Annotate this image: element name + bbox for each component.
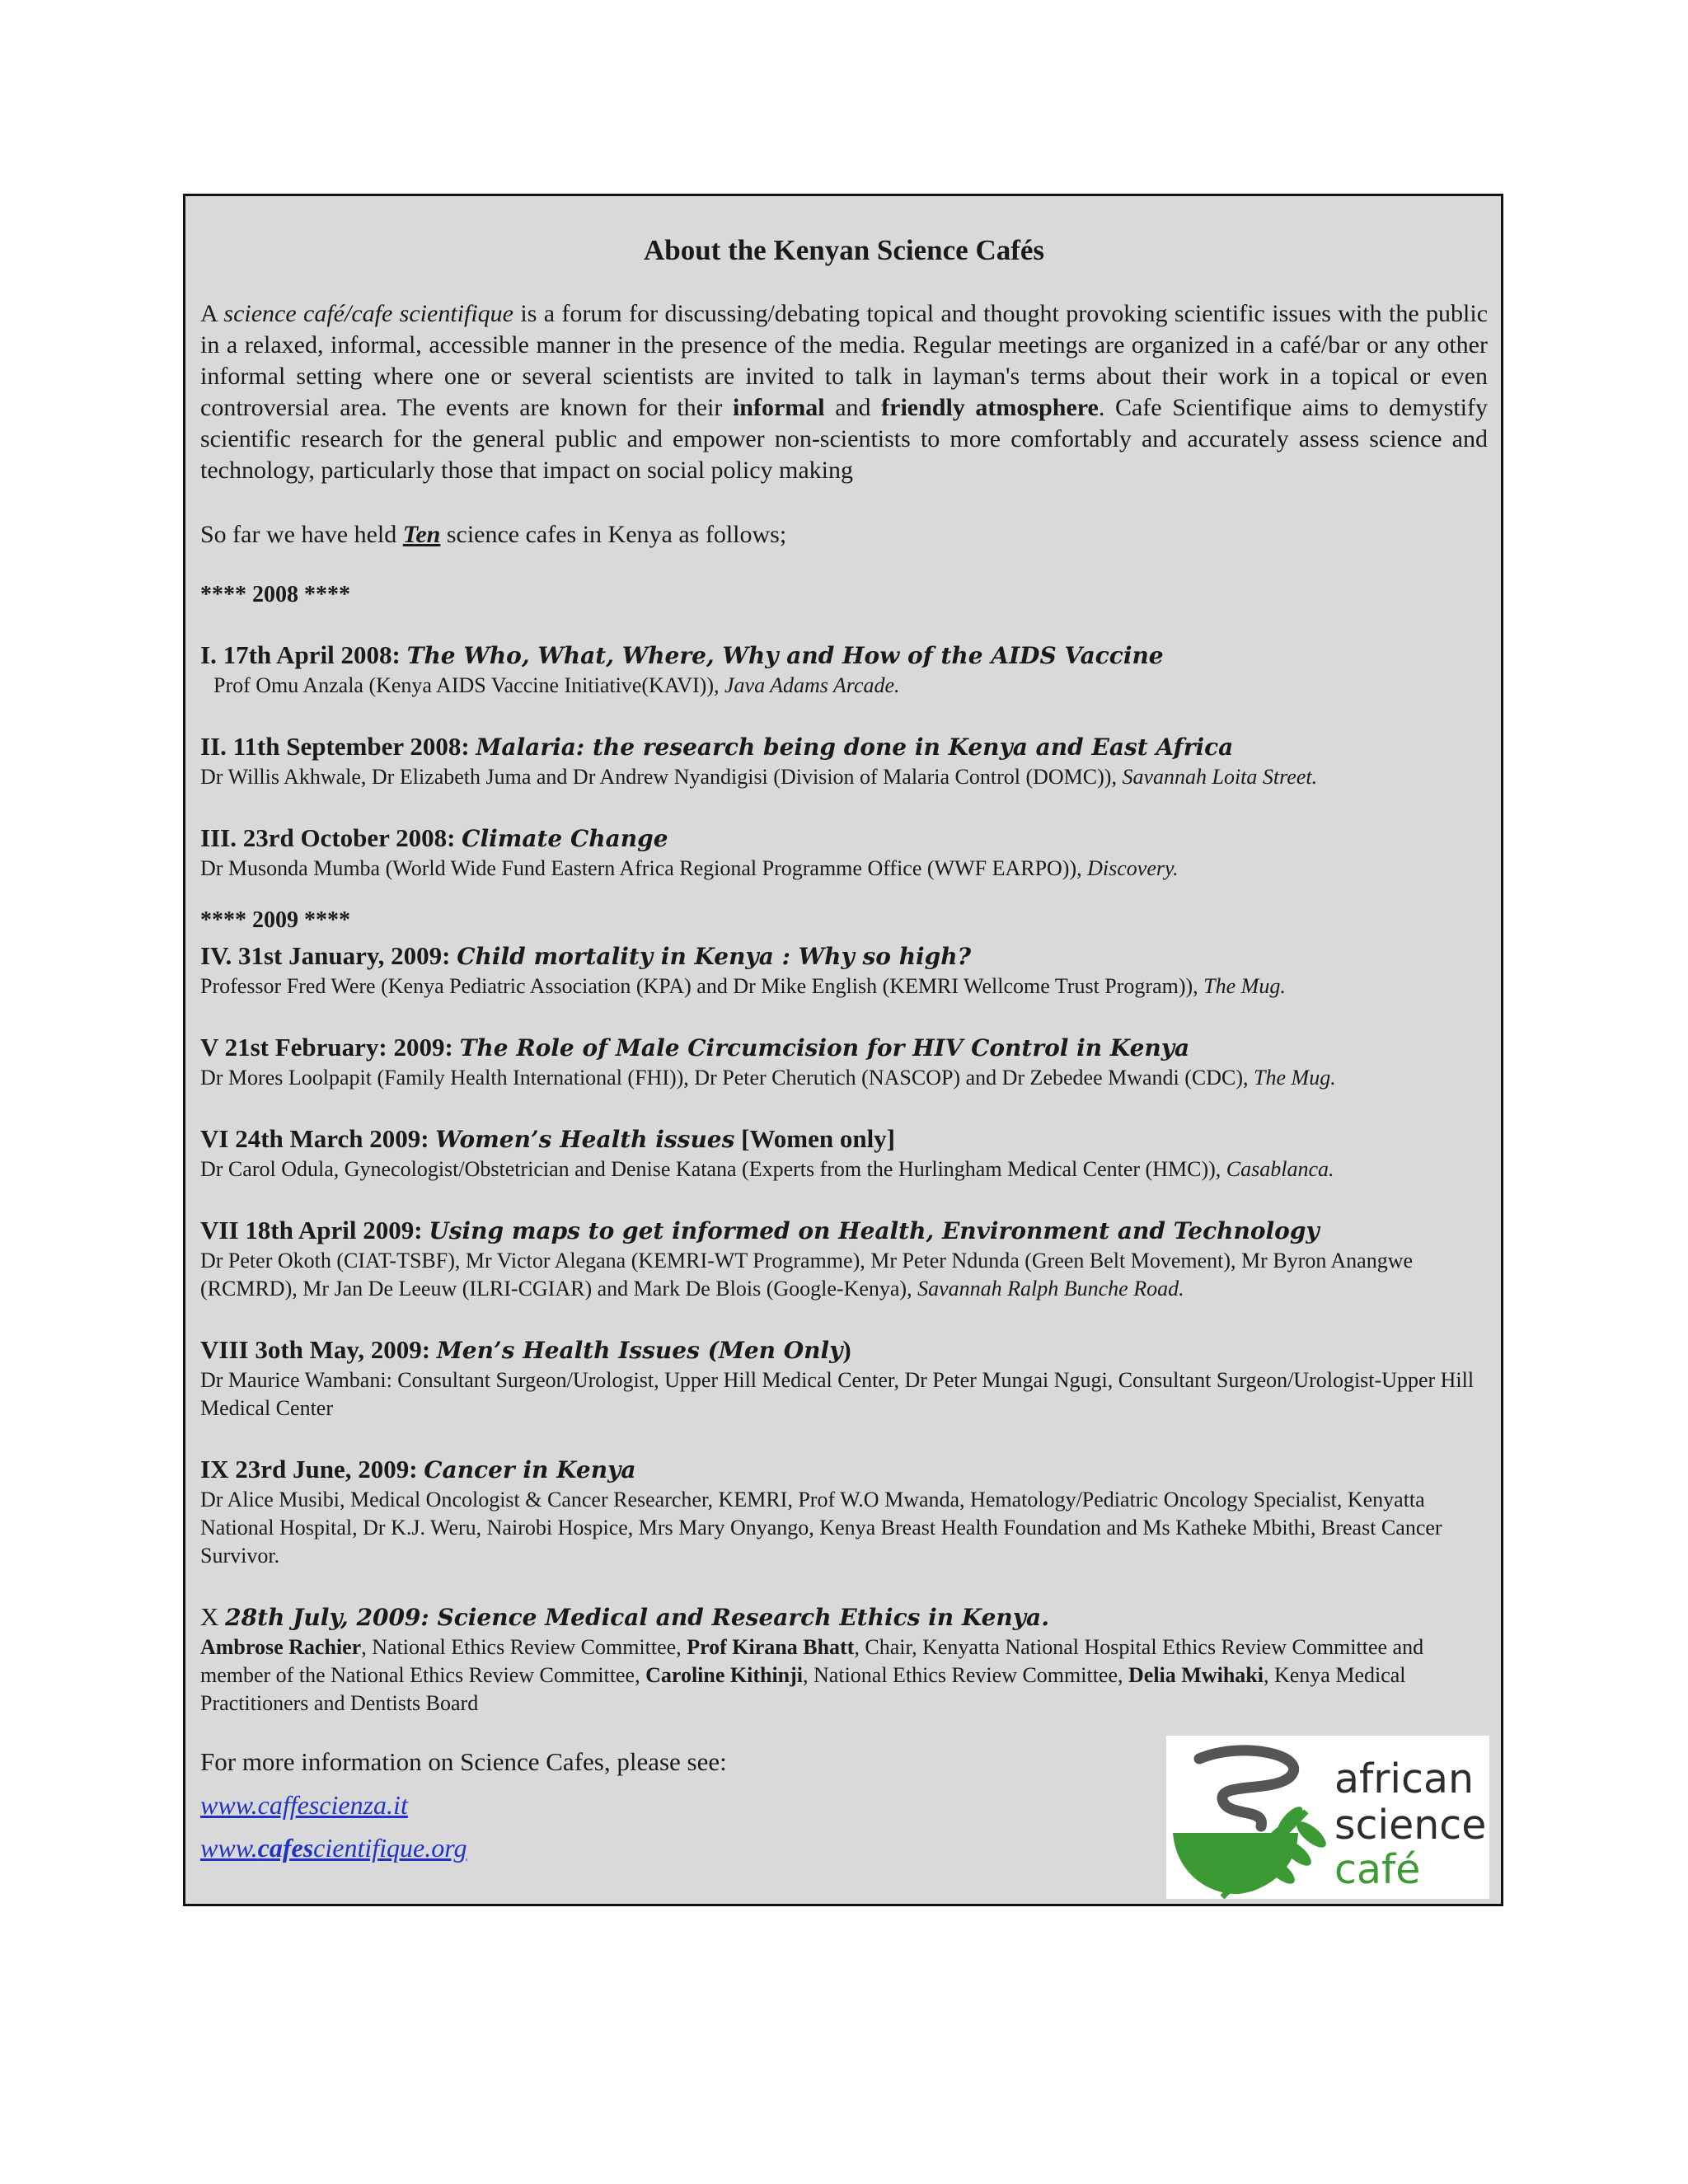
intro-text-2: . Cafe Scientifique aims to demystify scientific research for the general public and empower non-scientists to more comfortably and accurately assess science and technology, particularly those that impact on social policy making [200, 394, 1488, 484]
link-prefix: www. [200, 1833, 258, 1863]
event-venue: Discovery. [1087, 856, 1179, 880]
event-heading: X [200, 1602, 226, 1631]
speaker-name: Caroline Kithinji [645, 1663, 804, 1687]
events-summary [200, 519, 1488, 551]
event-venue: Savannah Ralph Bunche Road. [917, 1277, 1184, 1301]
event-topic: Climate Change [462, 825, 668, 852]
year-heading-2009: **** 2009 **** [200, 907, 350, 933]
event-venue: The Mug. [1254, 1066, 1336, 1090]
event-topic: Cancer in Kenya [424, 1456, 636, 1483]
event-speakers: Dr Willis Akhwale, Dr Elizabeth Juma and Dr Andrew Nyandigisi (Division of Malaria Control (DOMC)), [200, 765, 1123, 789]
event-heading-suffix: [Women only] [734, 1124, 896, 1153]
year-heading-2008: **** 2008 **** [200, 582, 350, 607]
event-topic: Malaria: the research being done in Kenya and East Africa [476, 733, 1234, 761]
event-topic: Child mortality in Kenya : Why so high? [457, 943, 972, 970]
event-item [200, 1601, 1488, 1718]
event-speakers: Dr Peter Okoth (CIAT-TSBF), Mr Victor Alegana (KEMRI-WT Programme), Mr Peter Ndunda (Green Belt Movement), Mr Byron Anangwe (RCMRD), Mr Jan De Leeuw (ILRI-CGIAR) and Mark De Blois (Google-Kenya), [200, 1249, 1414, 1301]
speaker-role: , National Ethics Review Committee, [803, 1663, 1129, 1687]
link-bold: cafes [257, 1833, 314, 1863]
logo-word-science: science [1334, 1802, 1487, 1849]
coffee-cup-icon [1166, 1736, 1331, 1899]
cafescientifique-link[interactable] [200, 1833, 467, 1863]
event-venue: The Mug. [1203, 974, 1286, 998]
intro-term: science café/cafe scientifique [223, 300, 513, 327]
event-item [200, 640, 1488, 700]
speaker-name: Delia Mwihaki [1128, 1663, 1264, 1687]
event-topic: 28th July, 2009: Science Medical and Research Ethics in Kenya. [225, 1604, 1049, 1631]
event-heading: IV. 31st January, 2009: [200, 941, 457, 970]
intro-paragraph [200, 298, 1488, 486]
event-speakers [200, 1633, 1488, 1718]
event-speakers: Prof Omu Anzala (Kenya AIDS Vaccine Initiative(KAVI)), [213, 673, 724, 697]
summary-after: science cafes in Kenya as follows; [440, 521, 787, 548]
event-topic: The Who, What, Where, Why and How of the AIDS Vaccine [406, 642, 1164, 669]
event-venue: Savannah Loita Street. [1122, 765, 1318, 789]
event-heading: I. 17th April 2008: [200, 640, 407, 669]
event-venue: Casablanca. [1226, 1157, 1334, 1181]
event-item [200, 1032, 1488, 1092]
intro-bold-informal: informal [732, 394, 825, 421]
event-speakers: Dr Mores Loolpapit (Family Health International (FHI)), Dr Peter Cherutich (NASCOP) and Dr Zebedee Mwandi (CDC), [200, 1066, 1254, 1090]
event-item [200, 731, 1488, 791]
event-item [200, 1454, 1488, 1570]
page-title: About the Kenyan Science Cafés [643, 234, 1045, 266]
event-item [200, 1215, 1488, 1303]
speaker-role: , Kenya Medical Practitioners and Dentists Board [200, 1663, 1406, 1715]
event-item [200, 823, 1488, 883]
info-panel [183, 194, 1503, 1906]
event-heading: V 21st February: 2009: [200, 1033, 460, 1062]
event-heading: IX 23rd June, 2009: [200, 1455, 424, 1483]
event-heading: II. 11th September 2008: [200, 732, 476, 761]
event-speakers: Dr Maurice Wambani: Consultant Surgeon/Urologist, Upper Hill Medical Center, Dr Peter Mungai Ngugi, Consultant Surgeon/Urologist-Upper Hill Medical Center [200, 1368, 1475, 1420]
intro-and: and [824, 394, 882, 421]
event-heading: VIII 3oth May, 2009: [200, 1335, 437, 1364]
event-topic: Using maps to get informed on Health, Environment and Technology [429, 1217, 1320, 1244]
african-science-cafe-logo [1166, 1736, 1489, 1899]
event-topic: The Role of Male Circumcision for HIV Control in Kenya [459, 1034, 1190, 1062]
event-topic: Men’s Health Issues (Men Only [436, 1337, 843, 1364]
event-count: Ten [402, 521, 441, 548]
speaker-role: , National Ethics Review Committee, [361, 1635, 687, 1659]
event-item [200, 1334, 1488, 1422]
summary-before: So far we have held [200, 521, 403, 548]
caffescienza-link[interactable]: www.caffescienza.it [200, 1790, 408, 1820]
event-speakers: Dr Carol Odula, Gynecologist/Obstetrician and Denise Katana (Experts from the Hurlingham Medical Center (HMC)), [200, 1157, 1226, 1181]
speaker-name: Ambrose Rachier [200, 1635, 362, 1659]
event-speakers: Dr Alice Musibi, Medical Oncologist & Cancer Researcher, KEMRI, Prof W.O Mwanda, Hematology/Pediatric Oncology Specialist, Kenyatta National Hospital, Dr K.J. Weru, Nairobi Hospice, Mrs Mary Onyango, Kenya Breast Health Foundation and Ms Katheke Mbithi, Breast Cancer Survivor. [200, 1488, 1442, 1568]
intro-lead: A [200, 300, 224, 327]
event-item [200, 1123, 1488, 1183]
event-heading: VI 24th March 2009: [200, 1124, 436, 1153]
panel-content [200, 234, 1488, 1718]
event-heading: VII 18th April 2009: [200, 1216, 429, 1244]
intro-text-1: is a forum for discussing/debating topical and thought provoking scientific issues with the public in a relaxed, informal, accessible manner in the presence of the media. Regular meetings are organized in a café/bar or any other informal setting where one or several scientists are invited to talk in layman's terms about their work in a topical or even controversial area. The events are known for their [200, 300, 1489, 421]
speaker-role: , Chair, Kenyatta National Hospital Ethics Review Committee and member of the National Ethics Review Committee, [200, 1635, 1424, 1687]
intro-bold-friendly: friendly atmosphere [881, 394, 1099, 421]
link-rest: cientifique.org [313, 1833, 467, 1863]
event-speakers: Professor Fred Were (Kenya Pediatric Association (KPA) and Dr Mike English (KEMRI Wellcome Trust Program)), [200, 974, 1204, 998]
logo-word-african: african [1334, 1755, 1475, 1802]
event-venue: Java Adams Arcade. [724, 673, 900, 697]
event-speakers: Dr Musonda Mumba (World Wide Fund Eastern Africa Regional Programme Office (WWF EARPO)), [200, 856, 1088, 880]
logo-word-cafe: café [1334, 1846, 1421, 1893]
event-topic: Women’s Health issues [435, 1126, 735, 1153]
footer-text: For more information on Science Cafes, please see: [200, 1747, 727, 1776]
event-item [200, 940, 1488, 1001]
event-heading: III. 23rd October 2008: [200, 823, 462, 852]
speaker-name: Prof Kirana Bhatt [687, 1635, 855, 1659]
event-heading-suffix: ) [842, 1335, 851, 1364]
